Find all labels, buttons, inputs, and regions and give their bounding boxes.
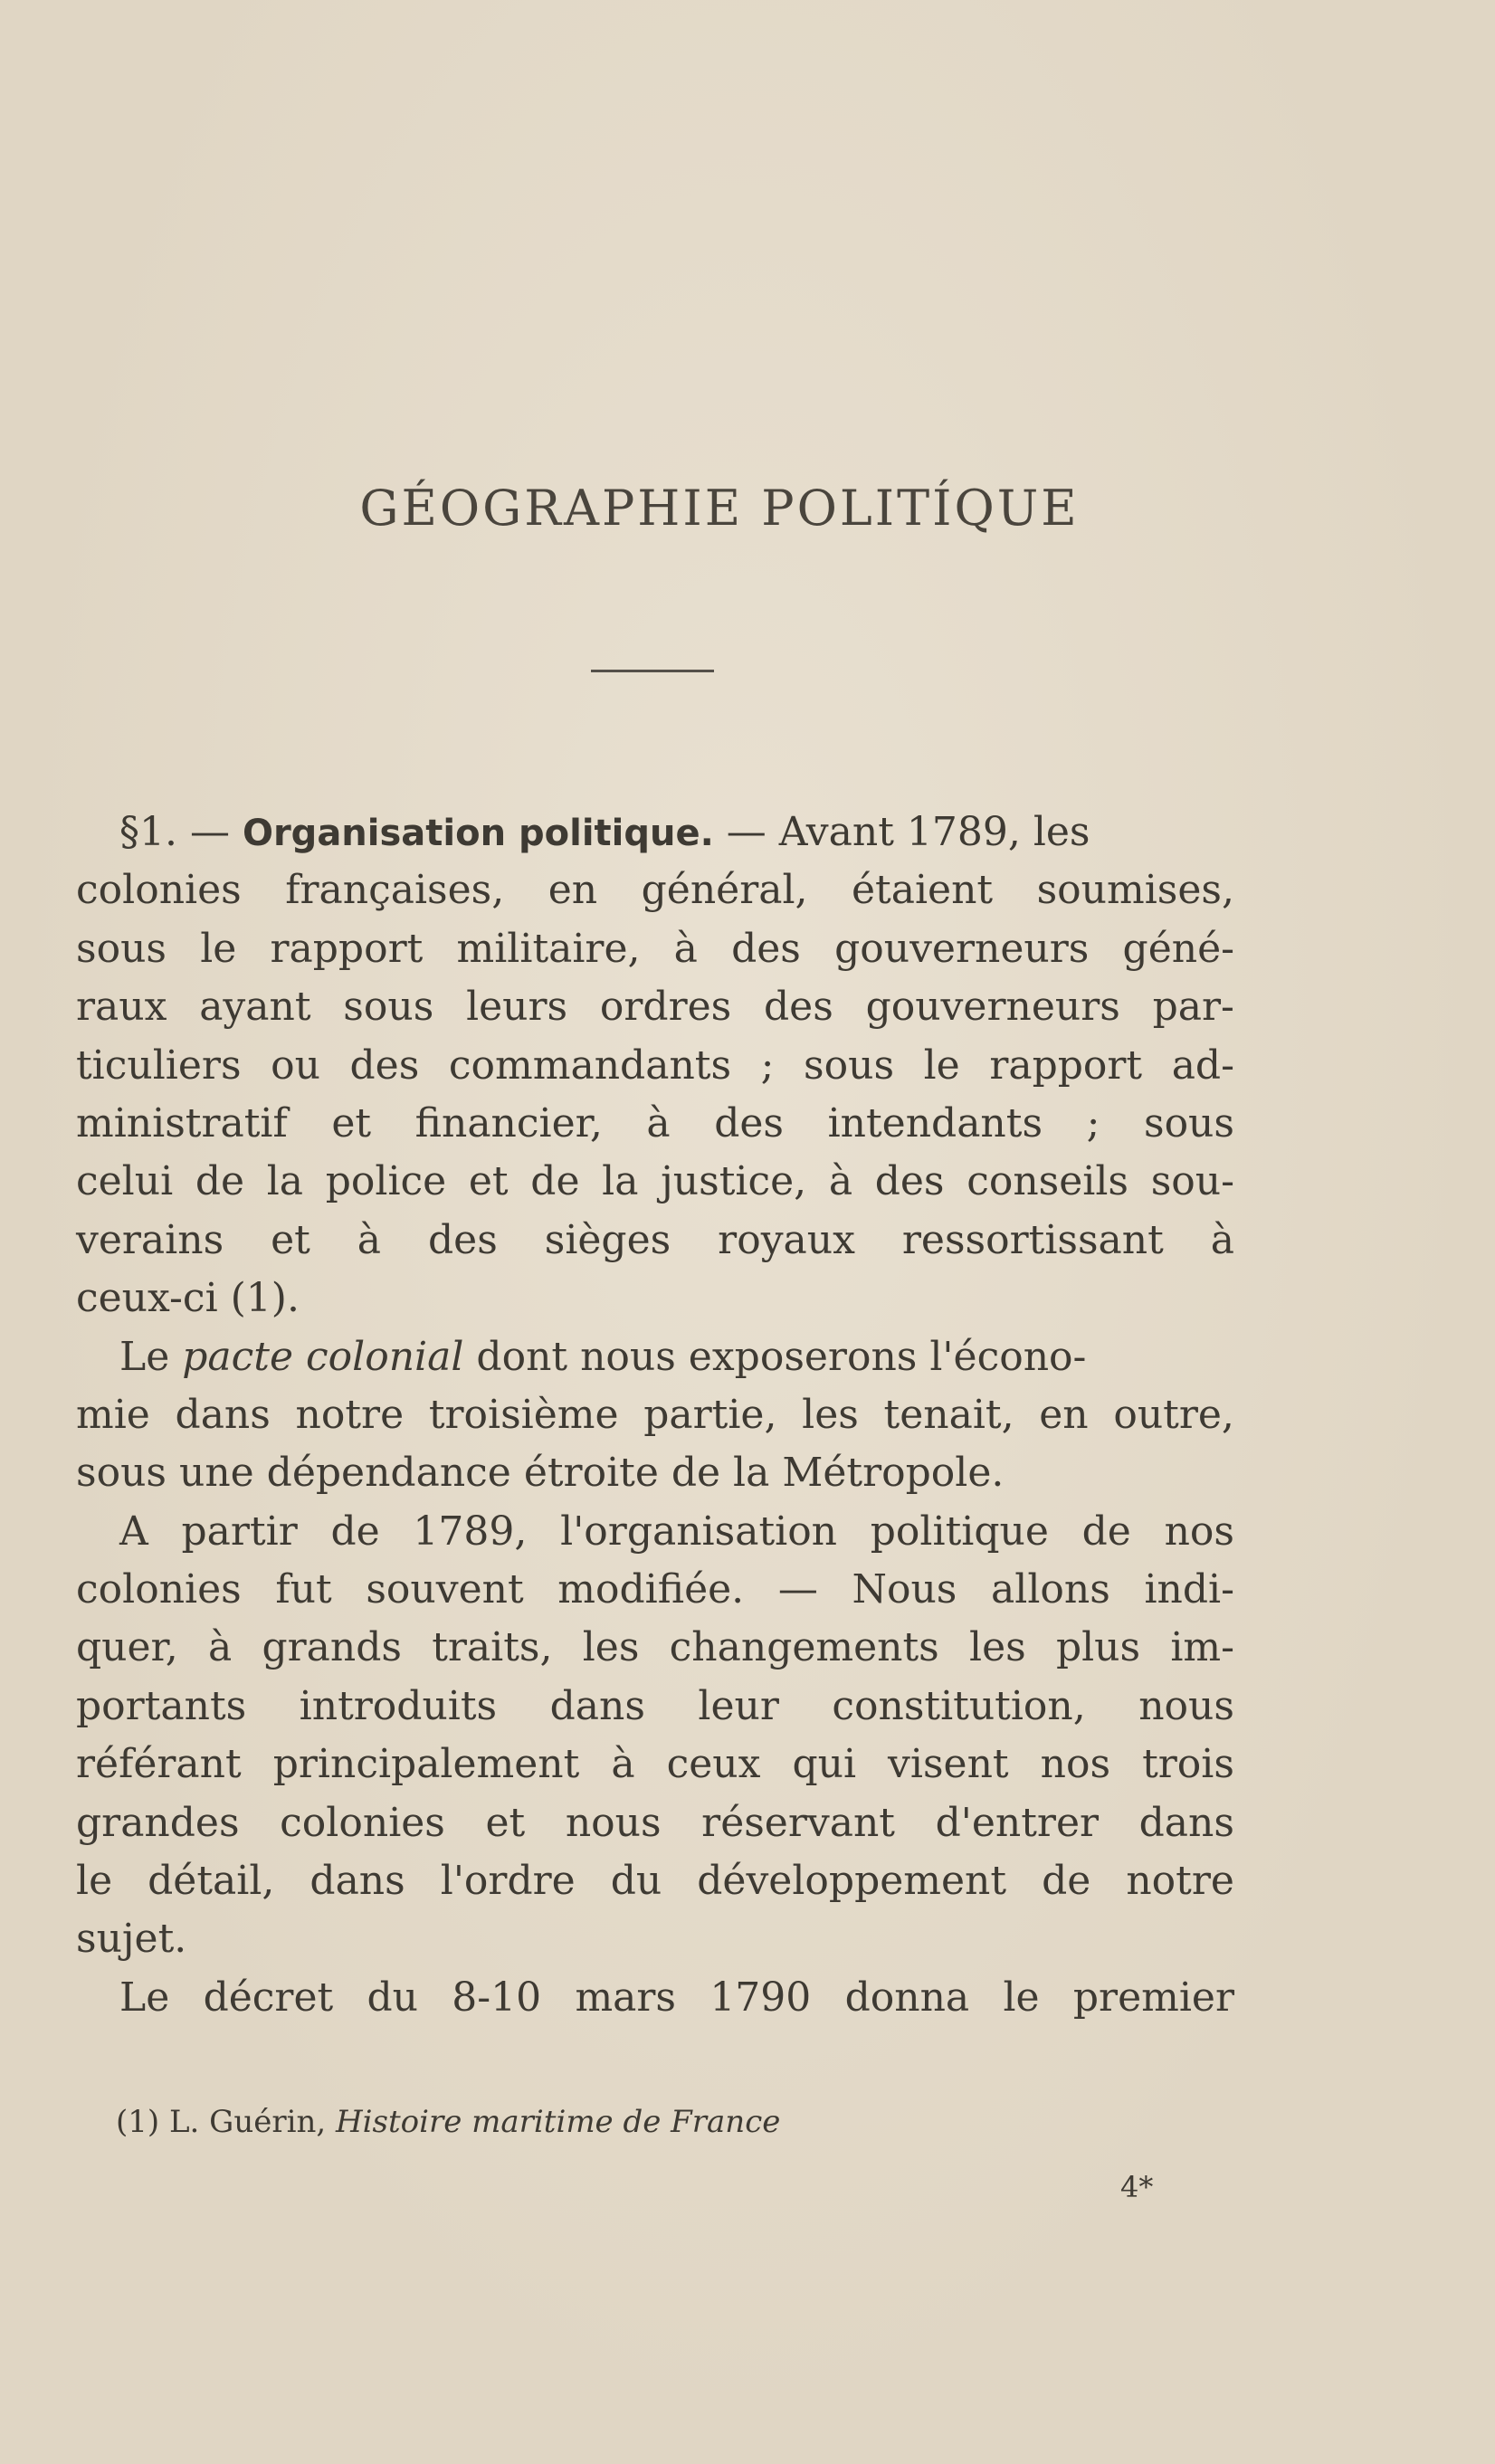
word: ; (760, 1042, 775, 1089)
word: général, (641, 867, 808, 914)
word: militaire, (456, 925, 641, 972)
word: décret (203, 1974, 334, 2021)
word: des (714, 1099, 784, 1146)
word: fut (275, 1566, 332, 1613)
text-line (76, 1153, 1234, 1211)
paragraph2-end: dont nous exposerons l'écono- (463, 1333, 1087, 1380)
section-title-continuation: — Avant 1789, les (713, 809, 1090, 855)
word: nos (1164, 1508, 1234, 1555)
word: premier (1072, 1974, 1234, 2021)
word: ordres (599, 984, 732, 1031)
word: ministratif (76, 1099, 288, 1146)
word: colonies (76, 867, 242, 914)
section-number: §1. — (119, 809, 243, 855)
word: à (646, 1099, 671, 1146)
word: de (330, 1508, 380, 1555)
word: dans (175, 1391, 271, 1438)
word: tenait, (883, 1391, 1014, 1438)
word: Nous (852, 1566, 957, 1613)
word: donna (844, 1974, 970, 2021)
word: des (764, 984, 833, 1031)
word: sièges (544, 1216, 671, 1263)
word: dans (309, 1858, 405, 1905)
paragraph2-first-line (119, 1328, 1086, 1386)
word: verains (76, 1216, 224, 1263)
word: principalement (272, 1741, 580, 1788)
text-line (76, 1619, 1234, 1677)
word: celui (76, 1158, 174, 1205)
footnote-reference: (1) L. Guérin, (116, 2104, 336, 2140)
word: du (610, 1858, 662, 1905)
word: les (969, 1624, 1026, 1671)
text-line (76, 1794, 1234, 1852)
word: leur (698, 1682, 779, 1729)
word: à (357, 1216, 382, 1263)
word: intendants (827, 1099, 1043, 1146)
word: la (266, 1158, 304, 1205)
word: mars (575, 1974, 677, 2021)
text-line: sous une dépendance étroite de la Métropole. (76, 1450, 1005, 1497)
word: dans (549, 1682, 645, 1729)
word: commandants (448, 1042, 732, 1089)
word: visent (888, 1741, 1009, 1788)
word: des (874, 1158, 945, 1205)
word: à (673, 925, 698, 972)
word: indi- (1144, 1566, 1234, 1613)
word: politique (870, 1508, 1049, 1555)
word: Le (119, 1974, 170, 2021)
word: colonies (76, 1566, 242, 1613)
word: et (485, 1799, 526, 1846)
word: d'entrer (935, 1799, 1100, 1846)
text-line (76, 1852, 1234, 1910)
word: le (76, 1858, 113, 1905)
word: nous (1138, 1682, 1234, 1729)
word: troisième (428, 1391, 619, 1438)
word: nos (1040, 1741, 1111, 1788)
word: financier, (414, 1099, 603, 1146)
word: quer, (76, 1624, 178, 1671)
paragraph2-italic-term: pacte colonial (182, 1333, 464, 1380)
word: ticuliers (76, 1042, 242, 1089)
word: changements (669, 1624, 939, 1671)
word: des (349, 1042, 420, 1089)
word: des (427, 1216, 498, 1263)
word: de (195, 1158, 245, 1205)
text-line (76, 1678, 1234, 1736)
text-line: ceux-ci (1). (76, 1275, 300, 1322)
word: sous (76, 925, 167, 972)
word: géné- (1122, 925, 1234, 972)
word: réservant (701, 1799, 895, 1846)
word: étaient (852, 867, 994, 914)
word: A (119, 1508, 148, 1555)
word: 1789, (413, 1508, 528, 1555)
word: partie, (643, 1391, 777, 1438)
word: du (367, 1974, 418, 2021)
word: et (271, 1216, 310, 1263)
section-title: Organisation politique. (242, 813, 714, 854)
word: allons (991, 1566, 1110, 1613)
text-line (76, 1095, 1234, 1153)
text-line (76, 1503, 1234, 1561)
word: rapport (989, 1042, 1143, 1089)
word: en (1039, 1391, 1089, 1438)
word: outre, (1113, 1391, 1234, 1438)
word: grandes (76, 1799, 240, 1846)
word: à (1210, 1216, 1234, 1263)
text-line (76, 920, 1234, 978)
word: colonies (280, 1799, 445, 1846)
word: traits, (432, 1624, 553, 1671)
word: conseils (967, 1158, 1129, 1205)
word: de (1081, 1508, 1131, 1555)
text-line (76, 1386, 1234, 1444)
word: — (777, 1566, 818, 1613)
word: sous (804, 1042, 895, 1089)
text-line (76, 978, 1234, 1036)
text-line (76, 804, 1234, 861)
word: grands (262, 1624, 402, 1671)
footnote-title: Histoire maritime de France (335, 2104, 781, 2140)
word: gouverneurs (834, 925, 1090, 972)
word: justice, (661, 1158, 807, 1205)
word: l'organisation (560, 1508, 838, 1555)
word: par- (1152, 984, 1234, 1031)
word: référant (76, 1741, 242, 1788)
word: le (923, 1042, 960, 1089)
word: police (325, 1158, 447, 1205)
word: introduits (299, 1682, 498, 1729)
word: souvent (366, 1566, 524, 1613)
word: leurs (466, 984, 568, 1031)
word: ; (1086, 1099, 1100, 1146)
word: 1790 (709, 1974, 812, 2021)
word: ou (271, 1042, 320, 1089)
word: partir (181, 1508, 298, 1555)
word: ayant (199, 984, 311, 1031)
word: rapport (270, 925, 424, 972)
footnote (116, 2104, 780, 2140)
text-line: sujet. (76, 1916, 187, 1963)
word: gouverneurs (865, 984, 1120, 1031)
word: de (530, 1158, 580, 1205)
word: notre (1126, 1858, 1234, 1905)
word: en (548, 867, 598, 914)
word: modifiée. (557, 1566, 745, 1613)
word: soumises, (1036, 867, 1234, 914)
word: le (1003, 1974, 1040, 2021)
body-text (76, 804, 1234, 2027)
word: notre (295, 1391, 405, 1438)
word: im- (1170, 1624, 1234, 1671)
word: françaises, (285, 867, 505, 914)
word: développement (697, 1858, 1007, 1905)
word: dans (1138, 1799, 1234, 1846)
word: à (207, 1624, 233, 1671)
word: les (582, 1624, 640, 1671)
word: qui (792, 1741, 857, 1788)
word: détail, (148, 1858, 275, 1905)
heading-divider (591, 670, 714, 672)
text-line (76, 1561, 1234, 1619)
word: à (611, 1741, 635, 1788)
word: ressortissant (901, 1216, 1164, 1263)
word: le (200, 925, 237, 972)
word: et (331, 1099, 372, 1146)
text-line (76, 1212, 1234, 1270)
word: sou- (1150, 1158, 1234, 1205)
word: mie (76, 1391, 150, 1438)
word: nous (565, 1799, 662, 1846)
paragraph2-start: Le (119, 1333, 183, 1380)
word: raux (76, 984, 167, 1031)
text-line (76, 1969, 1234, 2027)
word: trois (1142, 1741, 1234, 1788)
page-number: 4* (1120, 2170, 1154, 2204)
word: sous (343, 984, 434, 1031)
word: des (731, 925, 801, 972)
word: ad- (1171, 1042, 1234, 1089)
word: à (828, 1158, 853, 1205)
text-line (76, 1736, 1234, 1793)
section-heading-line (119, 804, 1090, 861)
text-line (76, 1037, 1234, 1095)
word: et (468, 1158, 509, 1205)
word: la (602, 1158, 639, 1205)
page-heading: GÉOGRAPHIE POLITÍQUE (359, 480, 1080, 537)
word: plus (1055, 1624, 1141, 1671)
word: constitution, (832, 1682, 1086, 1729)
word: les (802, 1391, 859, 1438)
word: de (1042, 1858, 1091, 1905)
text-line (76, 861, 1234, 919)
word: portants (76, 1682, 247, 1729)
word: sous (1143, 1099, 1234, 1146)
word: 8-10 (452, 1974, 542, 2021)
word: l'ordre (440, 1858, 576, 1905)
word: royaux (718, 1216, 855, 1263)
text-line (76, 1328, 1234, 1386)
word: ceux (666, 1741, 761, 1788)
